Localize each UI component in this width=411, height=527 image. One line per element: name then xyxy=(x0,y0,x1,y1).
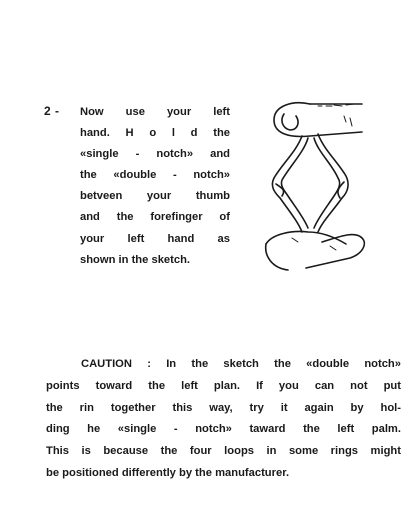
step-line: betveen your thumb xyxy=(80,190,230,203)
step-line: the «double - notch» xyxy=(80,169,230,182)
step-number: 2 - xyxy=(44,104,60,118)
caution-line: CAUTION : In the sketch the «double notch» xyxy=(81,358,401,370)
caution-line: be positioned differently by the manufacturer. xyxy=(46,466,290,479)
step-line: and the forefinger of xyxy=(80,211,230,224)
hand-holding-ring-sketch xyxy=(262,92,372,277)
caution-line: ding he «single - notch» taward the left palm. xyxy=(46,423,401,436)
step-line: your left hand as xyxy=(80,232,230,245)
caution-line: This is because the four loops in some rings might xyxy=(46,445,401,458)
step-line: shown in the sketch. xyxy=(80,253,191,266)
caution-paragraph xyxy=(46,354,401,485)
caution-line: points toward the left plan. If you can not put xyxy=(46,379,401,392)
step-line: «single - notch» and xyxy=(80,148,230,161)
step-line: Now use your left xyxy=(80,106,230,118)
caution-line: the rin together this way, try it again by hol- xyxy=(46,401,401,414)
step-line: hand. H o l d the xyxy=(80,127,230,140)
step-instructions xyxy=(80,102,230,271)
